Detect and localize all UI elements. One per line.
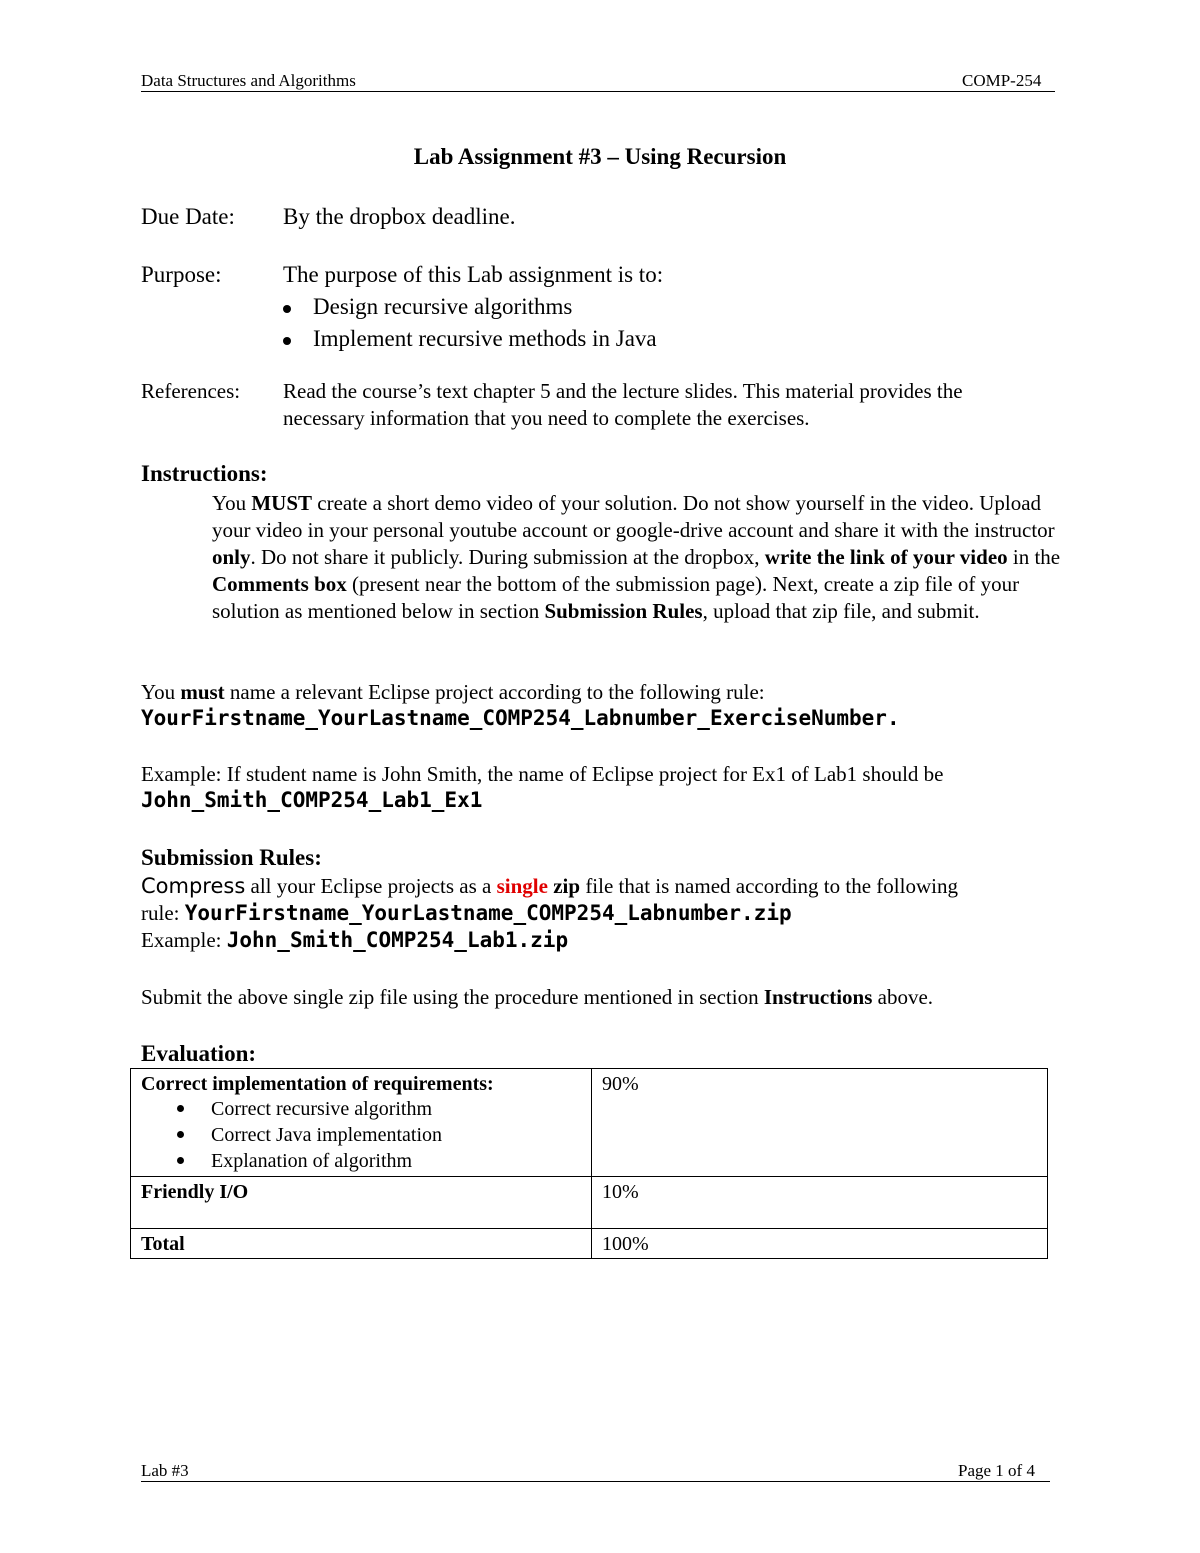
naming-example-value: John_Smith_COMP254_Lab1_Ex1 [141, 788, 483, 812]
footer-rule [141, 1481, 1050, 1482]
table-row [131, 1069, 1048, 1177]
table-cell: Friendly I/O [131, 1177, 592, 1229]
table-cell: Total [131, 1229, 592, 1259]
naming-rule: YourFirstname_YourLastname_COMP254_Labnumber_ExerciseNumber. [141, 706, 900, 730]
instructions-paragraph: You MUST create a short demo video of your solution. Do not show yourself in the video. Upload your video in your personal youtube account or google-drive account and share it with the instructor only. Do not share it publicly. During submission at the dropbox, write the link of your video in the Comments box (present near the bottom of the submission page). Next, create a zip file of your solution as mentioned below in section Submission Rules, upload that zip file, and submit. [212, 491, 1061, 623]
naming-text: You must name a relevant Eclipse project according to the following rule: [141, 680, 765, 704]
submission-instructions-line: Submit the above single zip file using the procedure mentioned in section Instructions above. [141, 985, 934, 1009]
header-code: COMP-254 [962, 71, 1042, 90]
purpose-label: Purpose: [141, 262, 222, 287]
list-item: Explanation of algorithm [141, 1148, 581, 1174]
purpose-bullet: Design recursive algorithms [283, 294, 572, 320]
table-row [131, 1177, 1048, 1229]
bullet-icon [177, 1105, 184, 1112]
bullet-icon [177, 1131, 184, 1138]
instructions-heading: Instructions: [141, 461, 268, 486]
references-label: References: [141, 379, 241, 403]
submission-heading: Submission Rules: [141, 845, 322, 870]
bullet-icon [177, 1157, 184, 1164]
table-cell: 10% [592, 1177, 1048, 1229]
table-cell: 90% [592, 1069, 1048, 1177]
header-course: Data Structures and Algorithms [141, 71, 356, 90]
list-item: Correct recursive algorithm [141, 1096, 581, 1122]
footer-lab: Lab #3 [141, 1461, 189, 1480]
table-row [131, 1229, 1048, 1259]
list-item: Correct Java implementation [141, 1122, 581, 1148]
footer-page-number: Page 1 of 4 [958, 1461, 1035, 1480]
header-rule [141, 91, 1055, 92]
evaluation-table [130, 1068, 1048, 1259]
purpose-intro: The purpose of this Lab assignment is to: [283, 262, 664, 287]
references-line: necessary information that you need to complete the exercises. [283, 406, 810, 430]
table-cell: Correct implementation of requirements: Correct recursive algorithm Correct Java implementation Explanation of algorithm [131, 1069, 592, 1177]
criteria-list [141, 1096, 581, 1174]
naming-example-text: Example: If student name is John Smith, the name of Eclipse project for Ex1 of Lab1 should be [141, 762, 944, 786]
due-value: By the dropbox deadline. [283, 204, 516, 229]
bullet-icon [283, 337, 291, 345]
submission-example-line: Example: John_Smith_COMP254_Lab1.zip [141, 928, 569, 952]
page-title: Lab Assignment #3 – Using Recursion [413, 144, 787, 169]
due-label: Due Date: [141, 204, 235, 229]
submission-compress-line: Compress all your Eclipse projects as a single zip file that is named according to the following [141, 874, 958, 898]
purpose-bullet: Implement recursive methods in Java [283, 326, 657, 352]
evaluation-heading: Evaluation: [141, 1041, 257, 1066]
bullet-icon [283, 305, 291, 313]
submission-rule-line: rule: YourFirstname_YourLastname_COMP254_Labnumber.zip [141, 901, 792, 925]
references-line: Read the course’s text chapter 5 and the lecture slides. This material provides the [283, 379, 963, 403]
table-cell: 100% [592, 1229, 1048, 1259]
